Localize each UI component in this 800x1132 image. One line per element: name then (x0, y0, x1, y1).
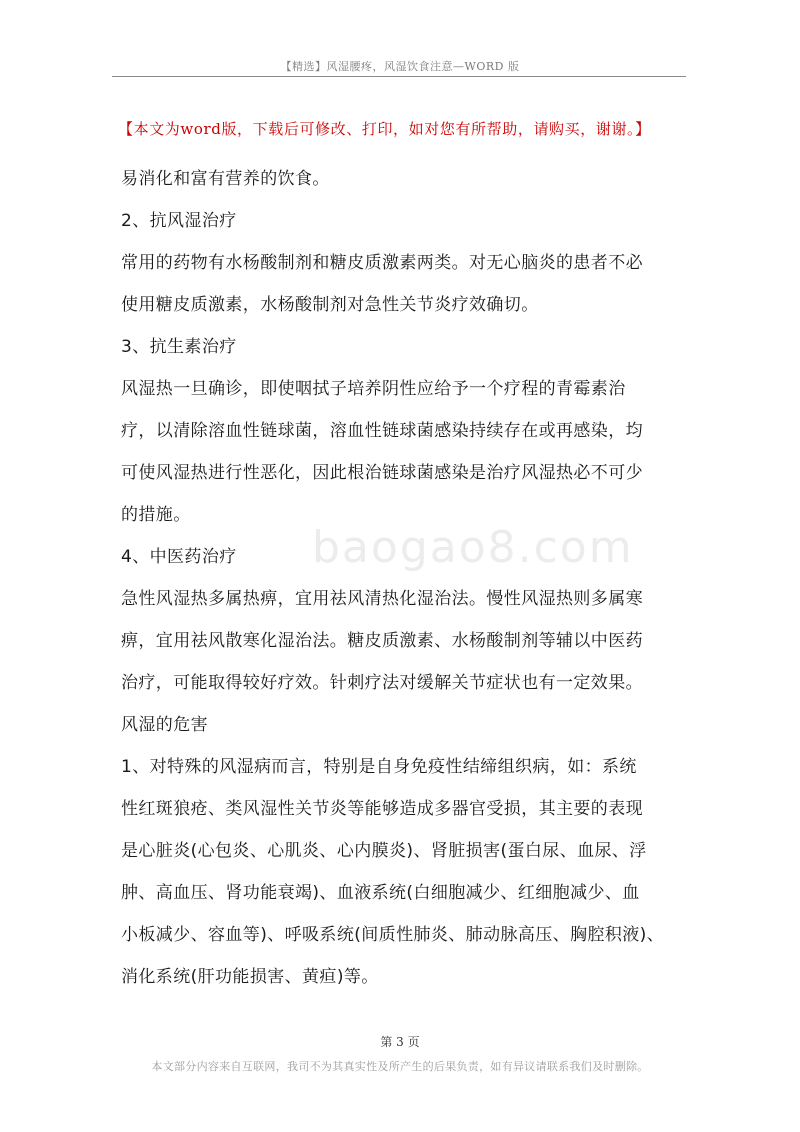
section-heading: 3、抗生素治疗 (121, 337, 237, 357)
page-number: 第 3 页 (380, 1035, 420, 1049)
body-line: 的措施。 (121, 505, 191, 525)
purchase-notice: 【本文为word版，下载后可修改、打印，如对您有所帮助，请购买，谢谢。】 (118, 120, 651, 138)
section-heading: 4、中医药治疗 (121, 547, 237, 567)
body-line: 常用的药物有水杨酸制剂和糖皮质激素两类。对无心脑炎的患者不必 (121, 253, 643, 273)
body-line: 肿、高血压、肾功能衰竭)、血液系统(白细胞减少、红细胞减少、血 (121, 883, 640, 903)
section-heading: 2、抗风湿治疗 (121, 211, 237, 231)
body-line: 疗，以清除溶血性链球菌，溶血性链球菌感染持续存在或再感染，均 (121, 421, 643, 441)
header-divider (112, 76, 686, 77)
body-line: 是心脏炎(心包炎、心肌炎、心内膜炎)、肾脏损害(蛋白尿、血尿、浮 (121, 841, 647, 861)
body-text (121, 158, 693, 998)
body-line: 急性风湿热多属热痹，宜用祛风清热化湿治法。慢性风湿热则多属寒 (121, 589, 643, 609)
body-line: 治疗，可能取得较好疗效。针刺疗法对缓解关节症状也有一定效果。 (121, 673, 643, 693)
body-line: 性红斑狼疮、类风湿性关节炎等能够造成多器官受损，其主要的表现 (121, 799, 643, 819)
section-heading: 风湿的危害 (121, 715, 208, 735)
body-line: 易消化和富有营养的饮食。 (121, 169, 330, 189)
watermark: baogao8.com (312, 522, 634, 573)
body-line: 1、对特殊的风湿病而言，特别是自身免疫性结缔组织病，如：系统 (121, 757, 637, 777)
page-header: 【精选】风湿腰疼，风湿饮食注意—WORD 版 (280, 60, 520, 73)
body-line: 消化系统(肝功能损害、黄疸)等。 (121, 967, 379, 987)
body-line: 可使风湿热进行性恶化，因此根治链球菌感染是治疗风湿热必不可少 (121, 463, 643, 483)
body-line: 使用糖皮质激素，水杨酸制剂对急性关节炎疗效确切。 (121, 295, 539, 315)
body-line: 小板减少、容血等)、呼吸系统(间质性肺炎、肺动脉高压、胸腔积液)、 (121, 925, 665, 945)
body-line: 风湿热一旦确诊，即使咽拭子培养阴性应给予一个疗程的青霉素治 (121, 379, 626, 399)
body-line: 痹，宜用祛风散寒化湿治法。糖皮质激素、水杨酸制剂等辅以中医药 (121, 631, 643, 651)
footer-disclaimer: 本文部分内容来自互联网，我司不为其真实性及所产生的后果负责，如有异议请联系我们及时删除。 (151, 1060, 649, 1073)
